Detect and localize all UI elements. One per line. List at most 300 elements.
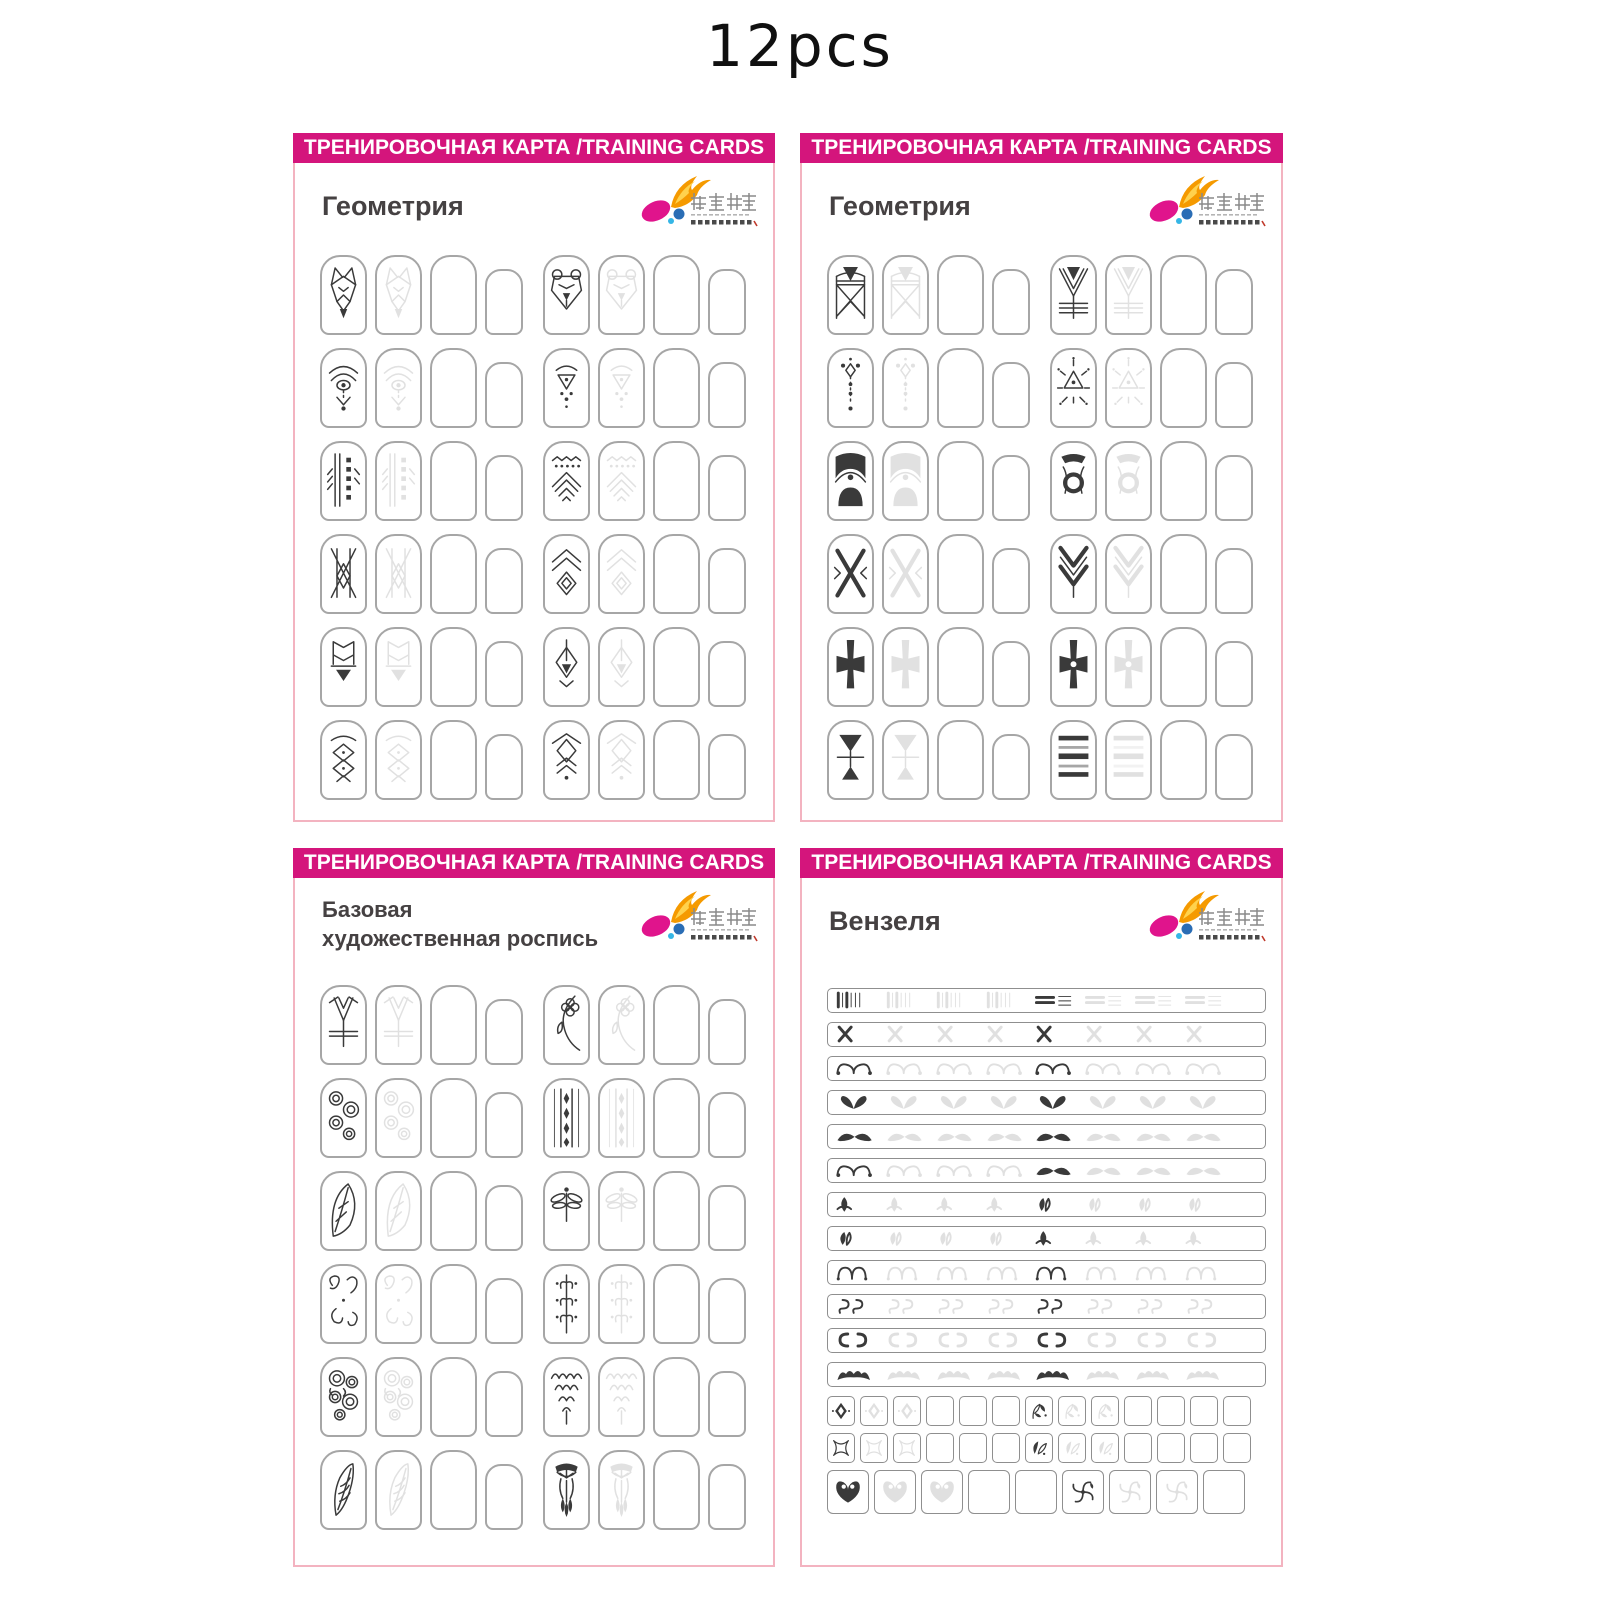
nail-row — [320, 985, 758, 1065]
card-header-banner: ТРЕНИРОВОЧНАЯ КАРТА /TRAINING CARDS — [293, 133, 775, 163]
strip-design-heart-scroll — [1133, 1092, 1181, 1112]
card-basic-painting — [293, 848, 775, 1567]
nail-design-aztec-chevron — [601, 447, 642, 515]
nail-sample — [320, 1264, 367, 1344]
nail-faded — [882, 627, 929, 707]
nail-design-bold-chevrons — [1053, 540, 1094, 608]
nail-row — [320, 441, 758, 521]
practice-square — [992, 1433, 1020, 1463]
strip-design-bud-pair — [834, 1228, 882, 1248]
nail-design-dotted-key — [830, 354, 871, 422]
card-header-banner: ТРЕНИРОВОЧНАЯ КАРТА /TRAINING CARDS — [800, 848, 1283, 878]
card-geometry-2 — [800, 133, 1283, 822]
strip-design-n-curls — [884, 1262, 932, 1282]
strip-design-s-curls — [1133, 1296, 1181, 1316]
practice-strip — [827, 1158, 1266, 1183]
nail-faded — [375, 534, 422, 614]
nail-sample — [320, 534, 367, 614]
strip-sample-group — [834, 1364, 1032, 1384]
strip-design-dashes — [1033, 990, 1081, 1010]
nail-faded — [598, 441, 645, 521]
nail-faded — [882, 255, 929, 335]
nail-sample — [1050, 348, 1097, 428]
nail-faded — [1105, 348, 1152, 428]
nail-faded — [882, 348, 929, 428]
nail-sample — [320, 1078, 367, 1158]
nail-blank-small — [485, 1185, 523, 1251]
nail-design-geo-wolf — [378, 261, 419, 329]
nail-design-cross-lines — [378, 540, 419, 608]
card-title-line: художественная роспись — [322, 925, 599, 951]
nail-sample — [827, 441, 874, 521]
nail-design-lattice-chevron — [601, 726, 642, 794]
strip-design-wings — [884, 1126, 932, 1146]
brand-logo-graphic — [1141, 886, 1269, 950]
card-title-line: Геометрия — [829, 191, 971, 221]
strip-design-heart-scroll — [984, 1092, 1032, 1112]
card-title — [322, 189, 464, 224]
quantity-label: 12pcs — [706, 12, 894, 80]
strip-design-s-curls — [1183, 1296, 1231, 1316]
nail-row — [827, 441, 1266, 521]
square-design-diamond-bud — [863, 1399, 885, 1423]
nail-blank-small — [708, 548, 746, 614]
card-header-banner: ТРЕНИРОВОЧНАЯ КАРТА /TRAINING CARDS — [293, 848, 775, 878]
nail-sample — [827, 627, 874, 707]
card-title-line: Геометрия — [322, 191, 464, 221]
practice-square — [921, 1470, 963, 1514]
nail-faded — [598, 627, 645, 707]
square-design-curl-leaf — [1094, 1436, 1116, 1460]
strip-design-m-scroll — [884, 1058, 932, 1078]
nail-sample — [1050, 720, 1097, 800]
strip-design-wings — [834, 1126, 882, 1146]
nail-row — [827, 627, 1266, 707]
nail-blank — [937, 720, 984, 800]
practice-square — [1091, 1396, 1119, 1426]
nail-blank — [937, 441, 984, 521]
strip-design-bud — [1083, 1228, 1131, 1248]
nail-blank — [653, 348, 700, 428]
nail-blank — [430, 1171, 477, 1251]
practice-square — [1157, 1433, 1185, 1463]
nail-blank-small — [485, 1092, 523, 1158]
nail-faded — [1105, 255, 1152, 335]
nail-blank-small — [1215, 269, 1253, 335]
square-design-diamond-bud — [830, 1399, 852, 1423]
nail-row — [320, 348, 758, 428]
strip-sample-group — [1033, 1228, 1231, 1248]
strip-sample-group — [1033, 1160, 1231, 1180]
strip-design-x-cross — [934, 1024, 982, 1044]
strip-design-bud-pair — [1133, 1194, 1181, 1214]
strip-design-n-curls — [834, 1262, 882, 1282]
nail-blank — [653, 985, 700, 1065]
strip-sample-group — [834, 1296, 1032, 1316]
brand-logo-graphic — [1141, 171, 1269, 235]
strip-design-m-scroll — [1183, 1058, 1231, 1078]
strip-design-dashes — [1183, 990, 1231, 1010]
nail-row — [827, 720, 1266, 800]
brand-logo — [1141, 886, 1269, 950]
nail-design-radiant-triangle — [1053, 354, 1094, 422]
nail-design-dotted-key — [885, 354, 926, 422]
nail-design-arrow-shield — [323, 633, 364, 701]
practice-strip — [827, 1328, 1266, 1353]
practice-square — [1124, 1433, 1152, 1463]
strip-design-m-scroll — [1133, 1058, 1181, 1078]
nail-design-v-stripes — [1108, 261, 1149, 329]
nail-blank — [430, 720, 477, 800]
practice-strip — [827, 1056, 1266, 1081]
strip-design-wings — [984, 1126, 1032, 1146]
nail-faded — [1105, 720, 1152, 800]
nail-blank-small — [992, 734, 1030, 800]
strip-design-bars — [884, 990, 932, 1010]
strip-design-w-crown — [1133, 1364, 1181, 1384]
practice-square — [827, 1470, 869, 1514]
practice-strip — [827, 1192, 1266, 1217]
nail-design-scroll-stripe — [546, 1270, 587, 1338]
nail-blank-small — [708, 1092, 746, 1158]
strip-design-n-curls — [934, 1262, 982, 1282]
strip-design-w-crown — [1183, 1364, 1231, 1384]
brand-logo — [633, 171, 761, 235]
strip-sample-group — [834, 1058, 1032, 1078]
nail-faded — [598, 1171, 645, 1251]
strip-design-heart-scroll — [1083, 1092, 1131, 1112]
practice-square — [1025, 1433, 1053, 1463]
nail-blank-small — [992, 362, 1030, 428]
strip-design-wings — [1083, 1126, 1131, 1146]
nail-blank-small — [708, 362, 746, 428]
nail-design-maltese-cross-ring — [1108, 633, 1149, 701]
nail-design-triangle-lattice — [885, 261, 926, 329]
practice-square — [992, 1396, 1020, 1426]
strip-sample-group — [834, 1330, 1032, 1350]
strip-design-bud — [834, 1194, 882, 1214]
practice-square — [893, 1433, 921, 1463]
strip-design-bars — [834, 990, 882, 1010]
strip-design-w-crown — [984, 1364, 1032, 1384]
strip-design-bars — [934, 990, 982, 1010]
practice-strip — [827, 1294, 1266, 1319]
nail-sample — [1050, 255, 1097, 335]
nail-sample — [320, 255, 367, 335]
nail-blank — [1160, 348, 1207, 428]
strip-design-bud-pair — [934, 1228, 982, 1248]
nail-sample — [1050, 534, 1097, 614]
square-design-x-leaf — [863, 1436, 885, 1460]
nail-design-dreamcatcher — [546, 1456, 587, 1524]
nail-design-triangle-lattice — [830, 261, 871, 329]
practice-square — [1058, 1396, 1086, 1426]
nail-design-lattice-arc — [323, 726, 364, 794]
card-geometry-1 — [293, 133, 775, 822]
nail-design-maltese-cross-ring — [1053, 633, 1094, 701]
practice-square — [926, 1396, 954, 1426]
strip-sample-group — [834, 1092, 1032, 1112]
practice-square — [1109, 1470, 1151, 1514]
strip-design-m-scroll — [884, 1160, 932, 1180]
strip-sample-group — [1033, 1330, 1231, 1350]
strip-design-dashes — [1133, 990, 1181, 1010]
square-design-pinwheel — [1161, 1475, 1193, 1509]
nail-blank-small — [708, 269, 746, 335]
card-body — [800, 163, 1283, 822]
square-row — [827, 1396, 1266, 1426]
nail-design-ring-wings — [1108, 447, 1149, 515]
nail-design-bold-chevrons — [1108, 540, 1149, 608]
strip-design-wings — [1033, 1126, 1081, 1146]
nail-faded — [1105, 441, 1152, 521]
nail-blank-small — [708, 455, 746, 521]
card-monograms — [800, 848, 1283, 1567]
nail-blank — [430, 255, 477, 335]
strip-design-m-scroll — [984, 1058, 1032, 1078]
nail-blank — [653, 1078, 700, 1158]
nail-sample — [543, 1264, 590, 1344]
nail-sample — [827, 720, 874, 800]
nail-blank-small — [708, 1185, 746, 1251]
nail-design-scallop-fan — [601, 1363, 642, 1431]
nail-sample — [320, 1450, 367, 1530]
nail-grid — [320, 985, 758, 1543]
strip-design-wings — [934, 1126, 982, 1146]
nail-sample — [320, 1171, 367, 1251]
nail-design-lattice-arc — [378, 726, 419, 794]
strip-design-c-curls — [1183, 1330, 1231, 1350]
strip-design-wings — [1133, 1160, 1181, 1180]
strip-sample-group — [1033, 1296, 1231, 1316]
nail-blank-small — [708, 1371, 746, 1437]
practice-square — [1157, 1396, 1185, 1426]
practice-square — [1124, 1396, 1152, 1426]
strip-design-w-crown — [1033, 1364, 1081, 1384]
practice-square — [1203, 1470, 1245, 1514]
practice-square — [1025, 1396, 1053, 1426]
strip-sample-group — [1033, 1092, 1231, 1112]
nail-blank — [430, 1264, 477, 1344]
nail-faded — [375, 255, 422, 335]
nail-sample — [320, 441, 367, 521]
nail-blank — [653, 534, 700, 614]
nail-blank — [430, 1078, 477, 1158]
practice-strip — [827, 1124, 1266, 1149]
strip-design-s-curls — [934, 1296, 982, 1316]
strip-sample-group — [834, 990, 1032, 1010]
nail-design-keyhole — [885, 447, 926, 515]
strip-design-n-curls — [984, 1262, 1032, 1282]
nail-faded — [598, 1078, 645, 1158]
nail-design-flower-curve — [546, 991, 587, 1059]
nail-blank — [1160, 441, 1207, 521]
nail-design-swirl-curls — [323, 1270, 364, 1338]
practice-strip — [827, 1090, 1266, 1115]
nail-blank — [653, 720, 700, 800]
nail-faded — [375, 1264, 422, 1344]
nail-row — [320, 1078, 758, 1158]
nail-blank-small — [1215, 455, 1253, 521]
nail-blank — [1160, 720, 1207, 800]
square-row — [827, 1470, 1266, 1514]
practice-square — [1091, 1433, 1119, 1463]
nail-sample — [543, 1171, 590, 1251]
nail-faded — [1105, 627, 1152, 707]
strip-design-c-curls — [934, 1330, 982, 1350]
nail-blank — [1160, 627, 1207, 707]
strip-design-bud — [934, 1194, 982, 1214]
nail-blank-small — [708, 999, 746, 1065]
nail-faded — [598, 348, 645, 428]
practice-square — [1190, 1396, 1218, 1426]
nail-row — [320, 627, 758, 707]
nail-faded — [375, 627, 422, 707]
practice-square — [1223, 1396, 1251, 1426]
nail-design-leaf-veins — [378, 1177, 419, 1245]
card-header-banner: ТРЕНИРОВОЧНАЯ КАРТА /TRAINING CARDS — [800, 133, 1283, 163]
practice-strip — [827, 1362, 1266, 1387]
strip-design-n-curls — [1183, 1262, 1231, 1282]
card-body — [800, 878, 1283, 1567]
practice-strip — [827, 988, 1266, 1013]
nail-blank-small — [485, 362, 523, 428]
nail-sample — [1050, 627, 1097, 707]
strip-sample-group — [834, 1160, 1032, 1180]
nail-blank-small — [708, 641, 746, 707]
card-title — [829, 189, 971, 224]
practice-square — [1062, 1470, 1104, 1514]
strip-design-w-crown — [1083, 1364, 1131, 1384]
nail-design-dragonfly — [601, 1177, 642, 1245]
practice-square — [860, 1433, 888, 1463]
nail-blank-small — [485, 269, 523, 335]
nail-blank-small — [485, 641, 523, 707]
nail-blank — [430, 348, 477, 428]
nail-design-arrow-diamond — [601, 633, 642, 701]
brand-logo — [633, 886, 761, 950]
strip-design-w-crown — [934, 1364, 982, 1384]
nail-sample — [543, 441, 590, 521]
nail-row — [320, 1171, 758, 1251]
nail-design-maltese-cross — [885, 633, 926, 701]
nail-design-geo-wolf — [323, 261, 364, 329]
strip-design-n-curls — [1083, 1262, 1131, 1282]
strip-design-s-curls — [984, 1296, 1032, 1316]
strip-design-wings — [1033, 1160, 1081, 1180]
nail-design-feather — [378, 1456, 419, 1524]
strip-design-heart-scroll — [884, 1092, 932, 1112]
nail-sample — [543, 1450, 590, 1530]
nail-design-diamond-chevron — [601, 540, 642, 608]
square-design-lace-heart — [879, 1475, 911, 1509]
nail-design-dreamcatcher — [601, 1456, 642, 1524]
nail-sample — [543, 985, 590, 1065]
strip-sample-group — [1033, 1058, 1231, 1078]
strip-design-s-curls — [884, 1296, 932, 1316]
nail-sample — [543, 720, 590, 800]
strip-design-x-cross — [884, 1024, 932, 1044]
nail-design-lattice-chevron — [546, 726, 587, 794]
strip-design-bud — [1133, 1228, 1181, 1248]
nail-design-geo-bear — [601, 261, 642, 329]
strip-sample-group — [834, 1024, 1032, 1044]
strip-sample-group — [834, 1194, 1032, 1214]
nail-blank — [1160, 255, 1207, 335]
nail-design-bowtie — [830, 726, 871, 794]
nail-sample — [320, 627, 367, 707]
nail-blank — [1160, 534, 1207, 614]
nail-row — [827, 534, 1266, 614]
strip-design-bud-pair — [1033, 1194, 1081, 1214]
strip-design-c-curls — [834, 1330, 882, 1350]
strip-design-dashes — [1083, 990, 1131, 1010]
practice-square — [926, 1433, 954, 1463]
nail-blank — [937, 627, 984, 707]
nail-blank-small — [708, 1278, 746, 1344]
nail-faded — [598, 1450, 645, 1530]
nail-design-diamond-chevron — [546, 540, 587, 608]
practice-square — [860, 1396, 888, 1426]
strip-design-w-crown — [884, 1364, 932, 1384]
nail-blank-small — [485, 548, 523, 614]
nail-blank-small — [1215, 734, 1253, 800]
nail-blank — [430, 627, 477, 707]
practice-square — [893, 1396, 921, 1426]
nail-sample — [320, 985, 367, 1065]
strip-sample-group — [1033, 1194, 1231, 1214]
nail-blank-small — [992, 455, 1030, 521]
strip-design-heart-scroll — [834, 1092, 882, 1112]
square-design-floral-spray — [1094, 1399, 1116, 1423]
strip-design-x-cross — [984, 1024, 1032, 1044]
nail-sample — [1050, 441, 1097, 521]
nail-faded — [598, 1264, 645, 1344]
strip-design-n-curls — [1133, 1262, 1181, 1282]
nail-faded — [375, 1078, 422, 1158]
practice-square — [1190, 1433, 1218, 1463]
strip-design-m-scroll — [984, 1160, 1032, 1180]
nail-faded — [882, 534, 929, 614]
nail-faded — [882, 441, 929, 521]
nail-design-lace-stripe — [546, 1084, 587, 1152]
nail-sample — [543, 1078, 590, 1158]
practice-strip — [827, 1022, 1266, 1047]
strip-design-x-cross — [1183, 1024, 1231, 1044]
strip-design-w-crown — [834, 1364, 882, 1384]
nail-design-v-stripes — [1053, 261, 1094, 329]
square-design-diamond-bud — [896, 1399, 918, 1423]
practice-square — [968, 1470, 1010, 1514]
nail-design-ring-wings — [1053, 447, 1094, 515]
strip-design-bud — [984, 1194, 1032, 1214]
strip-design-m-scroll — [1033, 1058, 1081, 1078]
nail-blank — [653, 441, 700, 521]
nail-design-spiral-roses — [378, 1084, 419, 1152]
strip-design-m-scroll — [934, 1058, 982, 1078]
strip-sample-group — [1033, 1364, 1231, 1384]
strip-design-m-scroll — [834, 1058, 882, 1078]
nail-design-rose-cluster — [323, 1363, 364, 1431]
strip-design-heart-scroll — [1183, 1092, 1231, 1112]
nail-blank — [430, 1357, 477, 1437]
practice-square — [827, 1433, 855, 1463]
nail-sample — [320, 1357, 367, 1437]
nail-design-aztec-stripes — [378, 447, 419, 515]
nail-design-arrow-diamond — [546, 633, 587, 701]
strip-design-heart-scroll — [934, 1092, 982, 1112]
strip-design-bud — [1183, 1228, 1231, 1248]
